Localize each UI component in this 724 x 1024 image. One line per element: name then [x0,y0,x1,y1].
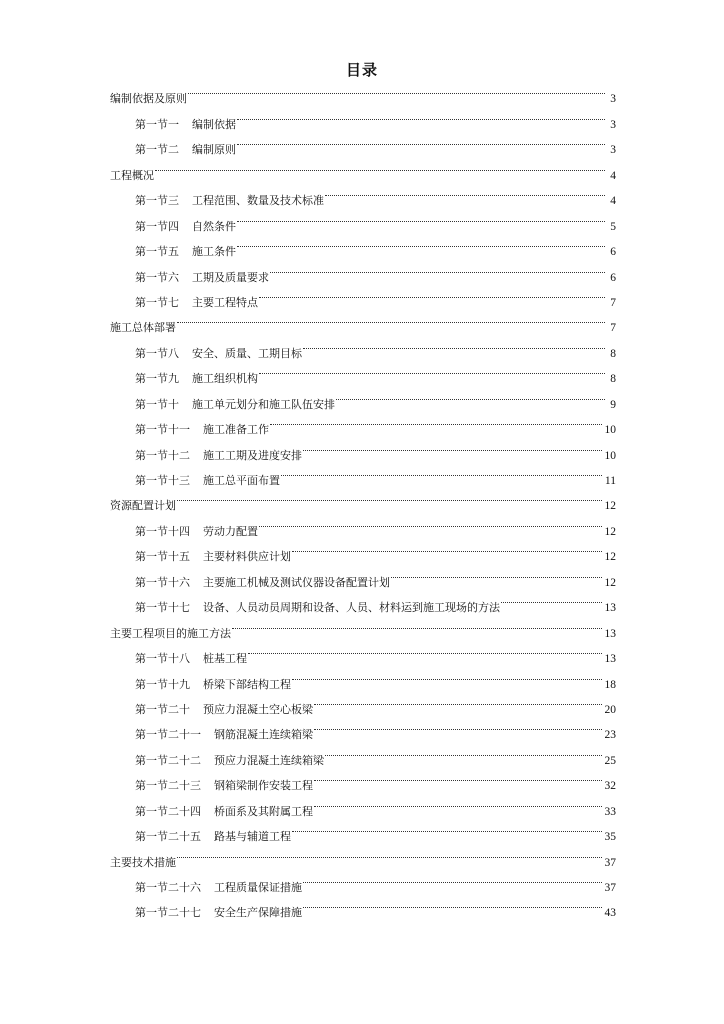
toc-entry-page-number: 23 [604,729,616,742]
toc-section-entry[interactable] [110,866,616,894]
toc-dot-leader [292,815,602,840]
toc-entry-title: 劳动力配置 [203,524,258,538]
toc-entry-number: 第一节七 [135,295,179,309]
toc-entry-title: 桥梁下部结构工程 [203,677,291,691]
toc-entry-page-number: 43 [604,907,616,920]
toc-entry-page-number: 3 [610,118,616,131]
toc-dot-leader [292,662,602,687]
toc-entry-page-number: 18 [604,678,616,691]
toc-dot-leader [155,153,605,178]
toc-entry-page-number: 6 [610,246,616,259]
toc-dot-leader [303,331,605,356]
toc-entry-page-number: 13 [604,653,616,666]
toc-dot-leader [501,586,602,611]
toc-dot-leader [237,128,605,153]
toc-entry-page-number: 32 [604,780,616,793]
toc-entry-title: 施工组织机构 [192,372,258,386]
toc-entry-page-number: 13 [604,627,616,640]
toc-dot-leader [314,713,602,738]
toc-section-entry[interactable] [110,179,616,208]
toc-entry-page-number: 8 [610,347,616,360]
toc-dot-leader [237,230,605,255]
toc-chapter-entry[interactable] [110,840,616,869]
toc-entry-number: 第一节四 [135,219,179,233]
toc-entry-page-number: 20 [604,703,616,716]
toc-entry-title: 工期及质量要求 [192,270,269,284]
toc-entry-number: 第一节六 [135,270,179,284]
toc-entry-number: 第一节二十五 [135,830,201,844]
toc-dot-leader [177,840,602,865]
toc-dot-leader [248,637,602,662]
toc-entry-page-number: 10 [604,449,616,462]
toc-entry-number: 第一节二十四 [135,804,201,818]
toc-entry-page-number: 4 [610,195,616,208]
toc-entry-title: 自然条件 [192,219,236,233]
toc-dot-leader [177,306,605,331]
toc-entry-title: 工程质量保证措施 [214,881,302,894]
toc-entry-title: 设备、人员动员周期和设备、人员、材料运到施工现场的方法 [203,601,500,615]
toc-entry-page-number: 37 [604,856,616,869]
toc-dot-leader [314,789,602,814]
toc-entry-number: 第一节十五 [135,550,190,564]
toc-dot-leader [314,688,602,713]
toc-dot-leader [314,764,602,789]
toc-entry-number: 第一节二十三 [135,779,201,793]
toc-entry-title: 编制依据 [192,117,236,131]
toc-entry-number: 第一节十八 [135,652,190,666]
toc-entry-number: 第一节二十一 [135,728,201,742]
toc-dot-leader [325,179,605,204]
toc-dot-leader [259,357,605,382]
toc-entry-page-number: 13 [604,602,616,615]
toc-dot-leader [259,509,602,534]
toc-entry-page-number: 12 [604,525,616,538]
toc-entry-title: 施工准备工作 [203,423,269,437]
toc-dot-leader [292,535,602,560]
toc-dot-leader [237,204,605,229]
toc-entry-title: 主要材料供应计划 [203,550,291,564]
toc-entry-title: 安全生产保障措施 [214,906,302,920]
toc-dot-leader [325,738,602,763]
toc-entry-number: 第一节一 [135,117,179,131]
toc-entry-page-number: 25 [604,754,616,767]
toc-entry-page-number: 33 [604,805,616,818]
toc-dot-leader [188,77,605,102]
toc-dot-leader [270,408,602,433]
toc-section-entry[interactable] [110,331,616,360]
toc-entry-number: 第一节二十七 [135,906,201,920]
toc-entry-number: 第一节二十 [135,702,190,716]
toc-entry-title: 施工工期及进度安排 [203,448,302,462]
toc-entry-title: 预应力混凝土连续箱梁 [214,753,324,767]
toc-entry-number: 第一节十三 [135,474,190,487]
toc-entry-title: 预应力混凝土空心板梁 [203,702,313,716]
toc-entry-number: 第一节二 [135,143,179,157]
toc-entry-number: 第一节十一 [135,423,190,437]
toc-entry-page-number: 12 [604,576,616,589]
table-of-contents [110,77,616,920]
toc-entry-page-number: 12 [604,551,616,564]
toc-dot-leader [237,102,605,127]
toc-entry-title: 工程范围、数量及技术标准 [192,194,324,208]
toc-entry-title: 主要工程项目的施工方法 [110,626,231,640]
toc-entry-number: 第一节十九 [135,677,190,691]
toc-entry-title: 编制依据及原则 [110,92,187,106]
toc-entry-number: 第一节五 [135,245,179,259]
toc-entry-page-number: 10 [604,424,616,437]
toc-entry-title: 施工单元划分和施工队伍安排 [192,397,335,411]
toc-entry-number: 第一节八 [135,346,179,360]
toc-entry-page-number: 11 [604,475,616,487]
toc-chapter-entry[interactable] [110,306,616,335]
toc-dot-leader [232,611,602,636]
toc-entry-title: 资源配置计划 [110,499,176,513]
toc-entry-title: 施工条件 [192,245,236,259]
toc-entry-page-number: 7 [610,296,616,309]
toc-entry-title: 钢箱梁制作安装工程 [214,779,313,793]
toc-dot-leader [281,459,602,484]
toc-entry-number: 第一节十六 [135,575,190,589]
toc-section-entry[interactable] [110,509,616,538]
toc-entry-page-number: 7 [610,322,616,335]
toc-entry-page-number: 35 [604,831,616,844]
toc-entry-title: 钢筋混凝土连续箱梁 [214,728,313,742]
toc-entry-title: 编制原则 [192,143,236,157]
toc-entry-page-number: 6 [610,271,616,284]
toc-entry-page-number: 9 [610,398,616,411]
toc-dot-leader [259,281,605,306]
toc-dot-leader [303,891,602,916]
toc-entry-number: 第一节二十二 [135,753,201,767]
toc-dot-leader [177,484,602,509]
toc-entry-page-number: 3 [610,144,616,157]
toc-entry-title: 桥面系及其附属工程 [214,804,313,818]
toc-entry-number: 第一节十四 [135,524,190,538]
toc-entry-title: 桩基工程 [203,652,247,666]
page-title: 目录 [345,61,378,79]
toc-entry-title: 主要技术措施 [110,855,176,869]
toc-entry-title: 施工总体部署 [110,321,176,335]
toc-chapter-entry[interactable] [110,153,616,182]
toc-chapter-entry[interactable] [110,484,616,513]
toc-dot-leader [303,866,602,891]
toc-entry-page-number: 12 [604,500,616,513]
toc-entry-page-number: 4 [610,169,616,182]
toc-entry-title: 主要工程特点 [192,295,258,309]
toc-entry-title: 工程概况 [110,168,154,182]
toc-entry-title: 主要施工机械及测试仪器设备配置计划 [203,575,390,589]
toc-entry-number: 第一节十 [135,397,179,411]
toc-entry-page-number: 5 [610,220,616,233]
toc-dot-leader [391,560,602,585]
toc-entry-number: 第一节二十六 [135,881,201,894]
toc-chapter-entry[interactable] [110,77,616,106]
toc-dot-leader [270,255,605,280]
toc-entry-page-number: 8 [610,373,616,386]
toc-entry-number: 第一节十七 [135,601,190,615]
toc-dot-leader [336,382,605,407]
toc-entry-page-number: 37 [604,882,616,894]
toc-entry-page-number: 3 [610,93,616,106]
toc-entry-title: 施工总平面布置 [203,474,280,487]
toc-entry-number: 第一节十二 [135,448,190,462]
toc-entry-number: 第一节三 [135,194,179,208]
toc-dot-leader [303,433,602,458]
toc-entry-title: 安全、质量、工期目标 [192,346,302,360]
toc-entry-title: 路基与辅道工程 [214,830,291,844]
toc-entry-number: 第一节九 [135,372,179,386]
